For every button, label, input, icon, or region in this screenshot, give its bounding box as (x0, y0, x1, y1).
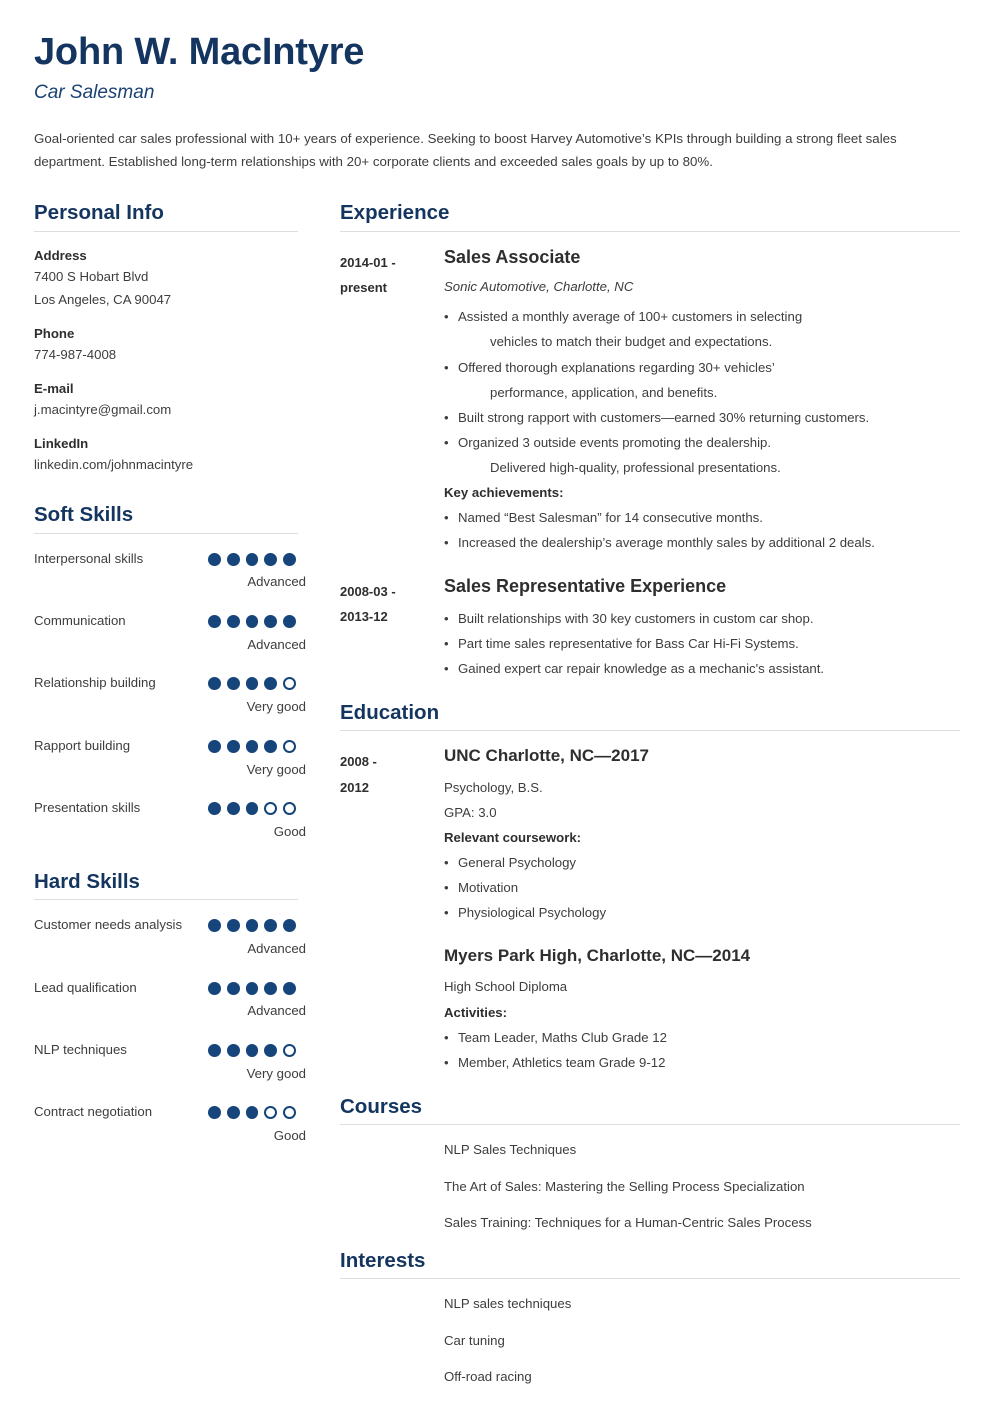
skill-level-label: Very good (246, 1065, 306, 1081)
entry-date-line: 2014-01 - (340, 254, 396, 270)
rating-dot-filled (208, 919, 221, 932)
rating-dot-empty (283, 740, 296, 753)
hard-skills-list (34, 914, 306, 1148)
job-bullet-continuation: performance, application, and benefits. (490, 384, 718, 400)
personal-info-value: linkedin.com/johnmacintyre (34, 457, 194, 473)
entry-date-line: 2008-03 - (340, 584, 396, 600)
rating-dot-filled (227, 982, 240, 995)
rating-dot-filled (283, 553, 296, 566)
course-item: NLP Sales Techniques (444, 1142, 577, 1158)
rating-dot-filled (283, 615, 296, 628)
education-detail: Psychology, B.S. (444, 779, 543, 795)
section-divider (34, 533, 298, 534)
entry-date-range (340, 945, 444, 1075)
rating-dot-filled (246, 802, 259, 815)
soft-skills-list (34, 548, 306, 844)
education-sub-label: Relevant coursework: (444, 829, 582, 845)
skill-row (34, 548, 306, 571)
rating-dot-empty (283, 802, 296, 815)
rating-dot-filled (264, 553, 277, 566)
section-title-personal-info: Personal Info (34, 201, 164, 225)
hard-skill-item (34, 1101, 306, 1147)
section-divider (340, 1278, 960, 1279)
section-experience (340, 201, 960, 681)
soft-skill-item (34, 672, 306, 718)
rating-dot-filled (246, 919, 259, 932)
rating-dot-filled (208, 615, 221, 628)
section-title-hard-skills: Hard Skills (34, 869, 140, 893)
hard-skill-item (34, 914, 306, 960)
section-courses (340, 1095, 960, 1235)
skill-rating-dots (208, 1039, 296, 1057)
rating-dot-filled (283, 919, 296, 932)
job-bullet: • Built strong rapport with customers—earned 30% returning customers. (444, 405, 960, 430)
interest-item: Car tuning (444, 1332, 505, 1348)
rating-dot-filled (246, 740, 259, 753)
entry-date-line: 2012 (340, 779, 369, 795)
entry-date-range (340, 745, 444, 925)
personal-info-label: Address (34, 247, 87, 263)
entry-body (444, 246, 960, 555)
skill-level-label: Advanced (247, 1003, 306, 1019)
skill-row (34, 1101, 306, 1124)
skill-level-label: Good (273, 1128, 306, 1144)
section-title-experience: Experience (340, 201, 450, 225)
rating-dot-filled (246, 615, 259, 628)
job-bullet: • Offered thorough explanations regarding 30+ vehicles’ performance, application, and benefits. (444, 355, 960, 405)
experience-list (340, 246, 960, 681)
experience-entry (340, 575, 960, 681)
rating-dot-filled (208, 677, 221, 690)
section-title-soft-skills: Soft Skills (34, 503, 134, 527)
personal-info-group (34, 379, 306, 422)
skill-row (34, 977, 306, 1000)
skill-row (34, 735, 306, 758)
section-divider (340, 231, 960, 232)
section-divider (34, 899, 298, 900)
hard-skill-item (34, 1039, 306, 1085)
section-divider (340, 730, 960, 731)
skill-rating-dots (208, 735, 296, 753)
job-bullet: • Built relationships with 30 key customers in custom car shop. (444, 606, 960, 631)
skill-name: Relationship building (34, 675, 156, 691)
skill-rating-dots (208, 977, 296, 995)
education-bullet: • Motivation (444, 875, 960, 900)
entry-date-line: present (340, 280, 387, 296)
skill-level-label: Good (273, 823, 306, 839)
job-title: Sales Representative Experience (444, 576, 727, 597)
skill-level-label: Advanced (247, 574, 306, 590)
interest-item: Off-road racing (444, 1369, 532, 1385)
course-item: The Art of Sales: Mastering the Selling Process Specialization (444, 1178, 805, 1194)
skill-name: Lead qualification (34, 979, 137, 995)
left-column (34, 201, 334, 1402)
rating-dot-filled (227, 1106, 240, 1119)
entry-date-range (340, 575, 444, 681)
rating-dot-filled (227, 677, 240, 690)
rating-dot-empty (283, 1044, 296, 1057)
education-bullet: • Team Leader, Maths Club Grade 12 (444, 1025, 960, 1050)
rating-dot-filled (227, 1044, 240, 1057)
skill-name: Rapport building (34, 737, 131, 753)
soft-skill-item (34, 548, 306, 594)
entry-date-line: 2013-12 (340, 609, 388, 625)
skill-name: Interpersonal skills (34, 550, 144, 566)
course-item: Sales Training: Techniques for a Human-Centric Sales Process (444, 1215, 812, 1231)
job-title: Sales Associate (444, 246, 581, 267)
job-bullet: • Gained expert car repair knowledge as a mechanic's assistant. (444, 656, 960, 681)
rating-dot-filled (264, 919, 277, 932)
rating-dot-filled (227, 553, 240, 566)
candidate-name: John W. MacIntyre (34, 31, 365, 73)
personal-info-value: j.macintyre@gmail.com (34, 402, 172, 418)
skill-rating-dots (208, 1101, 296, 1119)
skill-name: NLP techniques (34, 1042, 127, 1058)
personal-info-label: Phone (34, 325, 75, 341)
candidate-job-title: Car Salesman (34, 81, 155, 103)
section-personal-info (34, 201, 306, 477)
school-name: UNC Charlotte, NC—2017 (444, 746, 649, 766)
rating-dot-filled (246, 553, 259, 566)
resume-header (34, 32, 958, 173)
rating-dot-filled (208, 802, 221, 815)
courses-list (340, 1139, 960, 1234)
personal-info-label: LinkedIn (34, 435, 89, 451)
rating-dot-filled (264, 1044, 277, 1057)
experience-entry (340, 246, 960, 555)
personal-info-label: E-mail (34, 380, 74, 396)
education-bullet: • Physiological Psychology (444, 900, 960, 925)
job-bullet-continuation: Delivered high-quality, professional presentations. (490, 459, 781, 475)
section-divider (34, 231, 298, 232)
skill-level-label: Advanced (247, 940, 306, 956)
two-column-body (34, 201, 958, 1402)
rating-dot-filled (208, 553, 221, 566)
skill-name: Customer needs analysis (34, 917, 183, 933)
rating-dot-filled (264, 677, 277, 690)
skill-row (34, 914, 306, 937)
education-entry (340, 745, 960, 925)
job-bullet-list (444, 606, 960, 681)
skill-name: Communication (34, 613, 126, 629)
rating-dot-filled (208, 1106, 221, 1119)
key-achievement-item: • Named “Best Salesman” for 14 consecutive months. (444, 505, 960, 530)
key-achievement-item: • Increased the dealership’s average monthly sales by additional 2 deals. (444, 530, 960, 555)
skill-level-label: Very good (246, 761, 306, 777)
interest-item: NLP sales techniques (444, 1296, 572, 1312)
skill-rating-dots (208, 914, 296, 932)
personal-info-group (34, 246, 306, 312)
soft-skill-item (34, 735, 306, 781)
job-bullet: • Part time sales representative for Bass Car Hi-Fi Systems. (444, 631, 960, 656)
skill-rating-dots (208, 610, 296, 628)
personal-info-value: 7400 S Hobart Blvd (34, 269, 149, 285)
section-title-education: Education (340, 700, 440, 724)
education-bullet-list (444, 1025, 960, 1075)
section-hard-skills (34, 870, 306, 1148)
personal-info-list (34, 246, 306, 477)
rating-dot-filled (208, 982, 221, 995)
skill-rating-dots (208, 797, 296, 815)
personal-info-value: Los Angeles, CA 90047 (34, 291, 172, 307)
section-divider (340, 1124, 960, 1125)
skill-level-label: Advanced (247, 636, 306, 652)
skill-rating-dots (208, 672, 296, 690)
section-title-courses: Courses (340, 1094, 423, 1118)
soft-skill-item (34, 797, 306, 843)
education-bullet: • Member, Athletics team Grade 9-12 (444, 1050, 960, 1075)
rating-dot-empty (264, 802, 277, 815)
key-achievements-label: Key achievements: (444, 484, 564, 500)
skill-row (34, 797, 306, 820)
rating-dot-empty (283, 1106, 296, 1119)
skill-row (34, 672, 306, 695)
education-sub-label: Activities: (444, 1004, 508, 1020)
rating-dot-filled (264, 615, 277, 628)
education-bullet-list (444, 850, 960, 925)
right-column (334, 201, 960, 1402)
soft-skill-item (34, 610, 306, 656)
rating-dot-empty (264, 1106, 277, 1119)
skill-row (34, 1039, 306, 1062)
rating-dot-filled (227, 740, 240, 753)
rating-dot-filled (246, 1106, 259, 1119)
section-soft-skills (34, 503, 306, 844)
education-detail: GPA: 3.0 (444, 804, 497, 820)
section-interests (340, 1249, 960, 1389)
job-bullet-list (444, 304, 960, 480)
rating-dot-filled (283, 982, 296, 995)
rating-dot-filled (246, 677, 259, 690)
personal-info-group (34, 324, 306, 367)
entry-date-range (340, 246, 444, 555)
employer-location: Sonic Automotive, Charlotte, NC (444, 279, 634, 295)
job-bullet-continuation: vehicles to match their budget and expectations. (490, 334, 773, 350)
section-title-interests: Interests (340, 1248, 426, 1272)
education-bullet: • General Psychology (444, 850, 960, 875)
rating-dot-filled (227, 615, 240, 628)
skill-name: Presentation skills (34, 800, 141, 816)
job-bullet: • Organized 3 outside events promoting the dealership. Delivered high-quality, professional presentations. (444, 430, 960, 480)
entry-date-line: 2008 - (340, 754, 377, 770)
entry-body (444, 745, 960, 925)
rating-dot-filled (264, 740, 277, 753)
job-bullet: • Assisted a monthly average of 100+ customers in selecting vehicles to match their budget and expectations. (444, 304, 960, 354)
key-achievements-list (444, 505, 960, 555)
education-entry (340, 945, 960, 1075)
section-education (340, 701, 960, 1075)
skill-name: Contract negotiation (34, 1104, 153, 1120)
rating-dot-filled (246, 982, 259, 995)
entry-body (444, 945, 960, 1075)
skill-rating-dots (208, 548, 296, 566)
entry-body (444, 575, 960, 681)
school-name: Myers Park High, Charlotte, NC—2014 (444, 946, 751, 966)
rating-dot-filled (264, 982, 277, 995)
rating-dot-filled (227, 919, 240, 932)
interests-list (340, 1293, 960, 1388)
personal-info-group (34, 434, 306, 477)
skill-row (34, 610, 306, 633)
rating-dot-filled (227, 802, 240, 815)
rating-dot-filled (246, 1044, 259, 1057)
rating-dot-filled (208, 1044, 221, 1057)
personal-info-value: 774-987-4008 (34, 347, 117, 363)
education-list (340, 745, 960, 1074)
rating-dot-empty (283, 677, 296, 690)
rating-dot-filled (208, 740, 221, 753)
education-detail: High School Diploma (444, 979, 568, 995)
skill-level-label: Very good (246, 699, 306, 715)
professional-summary: Goal-oriented car sales professional with 10+ years of experience. Seeking to boost Harvey Automotive’s KPIs through building a strong fleet sales department. Established long-term relationships with 20+ corporate clients and exceeded sales goals by up to 80%. (34, 130, 897, 169)
hard-skill-item (34, 977, 306, 1023)
